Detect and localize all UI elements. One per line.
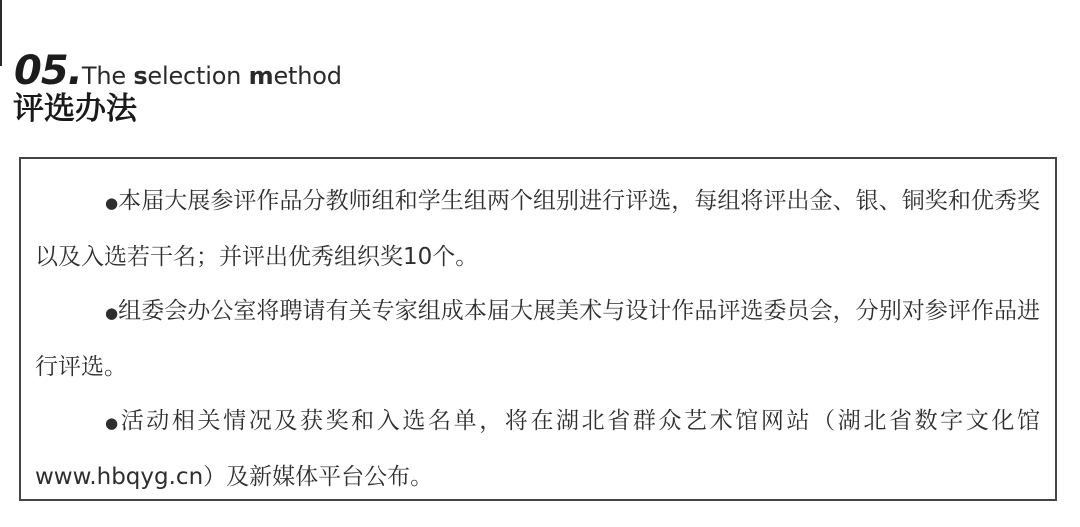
bullet-icon: ● — [105, 304, 119, 322]
paragraph-text: 本届大展参评作品分教师组和学生组两个组别进行评选，每组将评出金、银、铜奖和优秀奖以及入选若干名；并评出优秀组织奖10个。 — [35, 188, 1040, 270]
announcement-paragraph — [35, 284, 1040, 394]
announcement-box — [19, 157, 1057, 501]
title-en-part: The — [81, 62, 134, 90]
section-title-en — [82, 62, 342, 90]
paragraph-text: 组委会办公室将聘请有关专家组成本届大展美术与设计作品评选委员会，分别对参评作品进行评选。 — [35, 298, 1040, 380]
announcement-paragraph — [35, 394, 1040, 504]
paragraph-text: 活动相关情况及获奖和入选名单，将在湖北省群众艺术馆网站（湖北省数字文化馆www.hbqyg.cn）及新媒体平台公布。 — [35, 408, 1041, 490]
title-en-bold-letter: m — [248, 62, 274, 90]
title-en-part: election — [147, 62, 249, 90]
section-number: 05. — [14, 48, 82, 94]
section-header — [14, 48, 342, 94]
bullet-icon: ● — [105, 194, 119, 212]
section-title-zh: 评选办法 — [13, 91, 137, 127]
bullet-icon: ● — [105, 414, 121, 432]
title-en-bold-letter: s — [133, 62, 148, 90]
announcement-paragraph — [35, 174, 1040, 284]
page-edge-line — [0, 0, 2, 66]
title-en-part: ethod — [273, 62, 342, 90]
